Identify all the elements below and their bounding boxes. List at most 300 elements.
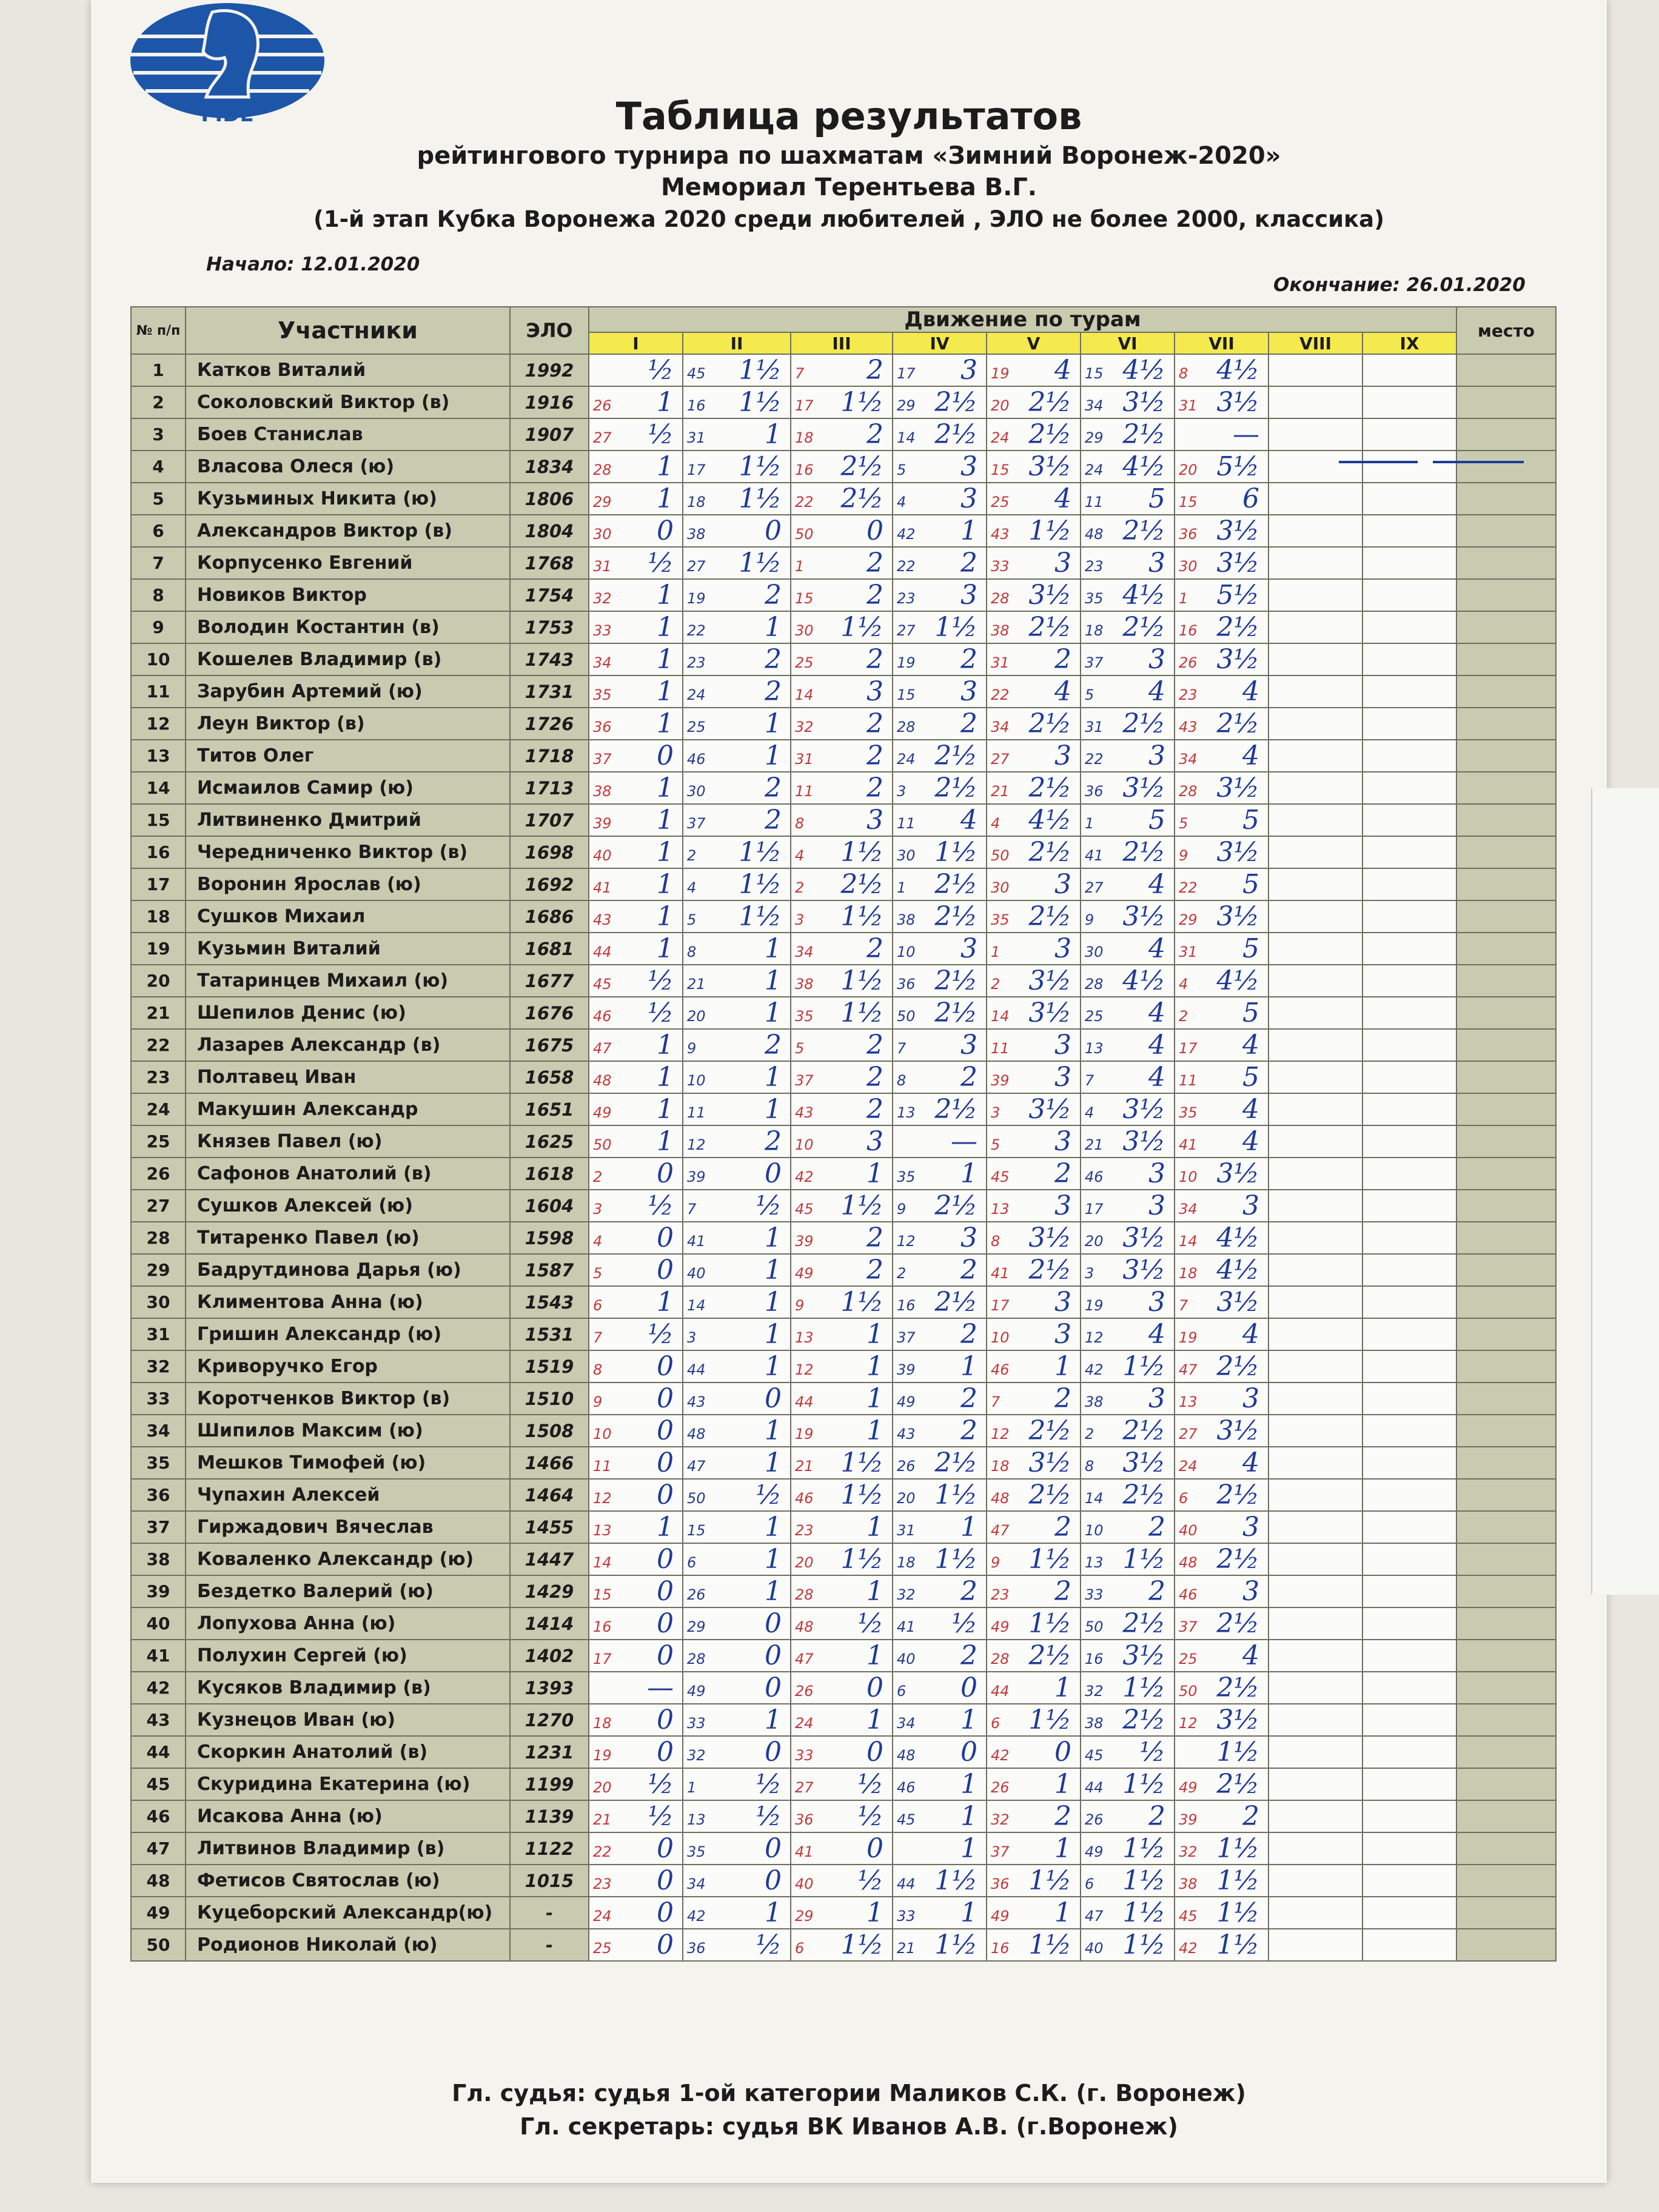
- table-row: [131, 1897, 1556, 1929]
- player-elo: 1726: [510, 708, 589, 740]
- cumulative-score: 2½: [934, 773, 977, 803]
- cumulative-score: 0: [866, 1672, 883, 1703]
- player-number: 38: [131, 1543, 186, 1575]
- cumulative-score: 1: [657, 869, 674, 900]
- opponent-number: 32: [593, 590, 612, 607]
- cumulative-score: 5: [1242, 997, 1259, 1028]
- round-result-cell: [683, 868, 791, 900]
- opponent-number: 48: [991, 1490, 1010, 1507]
- player-elo: 1393: [510, 1672, 589, 1704]
- round-result-cell: [1362, 483, 1456, 515]
- player-name: Князев Павел (ю): [186, 1125, 510, 1158]
- round-result-cell: [589, 933, 683, 965]
- cumulative-score: 4: [1242, 676, 1259, 707]
- cumulative-score: 2½: [934, 869, 977, 900]
- opponent-number: 4: [1179, 976, 1188, 993]
- round-result-cell: [791, 708, 893, 740]
- round-result-cell: [1362, 1897, 1456, 1929]
- cumulative-score: 0: [765, 1383, 782, 1414]
- cumulative-score: 2: [866, 355, 883, 386]
- round-result-cell: [987, 900, 1081, 933]
- player-number: 23: [131, 1061, 186, 1093]
- opponent-number: 17: [1085, 1201, 1104, 1218]
- player-number: 43: [131, 1704, 186, 1736]
- cumulative-score: 1½: [840, 965, 883, 996]
- table-row: [131, 1382, 1556, 1415]
- player-number: 29: [131, 1254, 186, 1286]
- cumulative-score: 2½: [1216, 1544, 1259, 1575]
- cumulative-score: 4½: [1122, 451, 1165, 482]
- opponent-number: 29: [1179, 911, 1198, 928]
- round-result-cell: [1081, 1479, 1175, 1511]
- round-result-cell: [1175, 836, 1269, 868]
- opponent-number: 46: [593, 1008, 612, 1025]
- player-elo: 1414: [510, 1607, 589, 1640]
- cumulative-score: 4½: [1216, 355, 1259, 386]
- opponent-number: 36: [795, 1811, 814, 1828]
- opponent-number: 2: [1085, 1426, 1094, 1443]
- table-row: [131, 1447, 1556, 1479]
- opponent-number: 40: [687, 1265, 706, 1282]
- place-cell: [1456, 1093, 1556, 1125]
- round-result-cell: [1081, 1832, 1175, 1865]
- round-result-cell: [987, 836, 1081, 868]
- round-result-cell: [893, 965, 987, 997]
- opponent-number: 13: [593, 1522, 612, 1539]
- round-result-cell: [683, 1575, 791, 1607]
- round-result-cell: [1175, 386, 1269, 418]
- cumulative-score: 0: [657, 1833, 674, 1864]
- opponent-number: 44: [991, 1683, 1010, 1700]
- place-cell: [1456, 1800, 1556, 1832]
- round-result-cell: [987, 1190, 1081, 1222]
- cumulative-score: 2: [1054, 1801, 1071, 1832]
- round-result-cell: [1269, 1415, 1362, 1447]
- cumulative-score: 0: [765, 1608, 782, 1639]
- cumulative-score: 1½: [1028, 1608, 1071, 1639]
- opponent-number: 4: [795, 847, 805, 864]
- round-result-cell: [1175, 1865, 1269, 1897]
- round-result-cell: [1269, 1222, 1362, 1254]
- round-result-cell: [1175, 1800, 1269, 1832]
- opponent-number: 5: [897, 461, 907, 478]
- cumulative-score: 1½: [1122, 1929, 1165, 1960]
- opponent-number: 26: [1179, 654, 1198, 671]
- round-result-cell: [1081, 708, 1175, 740]
- cumulative-score: 2½: [934, 965, 977, 996]
- cumulative-score: 2½: [934, 419, 977, 450]
- opponent-number: 49: [687, 1683, 706, 1700]
- round-result-cell: [1362, 1254, 1456, 1286]
- place-cell: [1456, 900, 1556, 933]
- player-name: Кошелев Владимир (в): [186, 643, 510, 675]
- round-result-cell: [791, 1768, 893, 1800]
- round-result-cell: [683, 1029, 791, 1061]
- opponent-number: 46: [1179, 1586, 1198, 1603]
- cumulative-score: 1: [657, 901, 674, 932]
- cumulative-score: 1: [765, 1576, 782, 1607]
- round-result-cell: [893, 547, 987, 579]
- opponent-number: 24: [593, 1908, 612, 1925]
- opponent-number: 37: [991, 1843, 1010, 1860]
- round-result-cell: [1362, 1350, 1456, 1382]
- opponent-number: 2: [1179, 1008, 1188, 1025]
- player-number: 1: [131, 354, 186, 386]
- cumulative-score: 1½: [739, 387, 782, 418]
- player-elo: 1707: [510, 804, 589, 836]
- cumulative-score: 2: [866, 708, 883, 739]
- cumulative-score: 4: [1148, 1062, 1165, 1093]
- cumulative-score: 1: [960, 1769, 977, 1800]
- opponent-number: 3: [1085, 1265, 1094, 1282]
- cumulative-score: 2: [1148, 1801, 1165, 1832]
- cumulative-score: 5: [1242, 1062, 1259, 1093]
- player-name: Литвинов Владимир (в): [186, 1832, 510, 1865]
- cumulative-score: 1: [765, 1094, 782, 1125]
- player-number: 28: [131, 1222, 186, 1254]
- player-elo: 1676: [510, 997, 589, 1029]
- player-elo: 1916: [510, 386, 589, 418]
- round-result-cell: [1175, 1350, 1269, 1382]
- cumulative-score: 3: [1148, 1287, 1165, 1318]
- cumulative-score: 1½: [1028, 515, 1071, 546]
- round-result-cell: [589, 740, 683, 772]
- round-result-cell: [1081, 675, 1175, 708]
- opponent-number: 19: [897, 654, 916, 671]
- player-name: Воронин Ярослав (ю): [186, 868, 510, 900]
- round-result-cell: [1081, 836, 1175, 868]
- round-result-cell: [683, 1736, 791, 1768]
- cumulative-score: 1½: [739, 837, 782, 868]
- cumulative-score: 2: [1054, 644, 1071, 675]
- cumulative-score: 1: [765, 997, 782, 1028]
- table-row: [131, 579, 1556, 611]
- opponent-number: 36: [991, 1875, 1010, 1892]
- round-result-cell: [683, 1254, 791, 1286]
- opponent-number: 45: [593, 976, 612, 993]
- round-result-cell: [589, 1865, 683, 1897]
- round-result-cell: [987, 386, 1081, 418]
- opponent-number: 45: [991, 1168, 1010, 1185]
- round-result-cell: [1081, 1511, 1175, 1543]
- opponent-number: 42: [795, 1168, 814, 1185]
- round-result-cell: [987, 1382, 1081, 1415]
- cumulative-score: 3: [1242, 1190, 1259, 1221]
- cumulative-score: 1: [866, 1383, 883, 1414]
- round-result-cell: [589, 643, 683, 675]
- round-result-cell: [683, 1318, 791, 1350]
- end-date: Окончание: 26.01.2020: [1273, 274, 1526, 296]
- cumulative-score: 2: [866, 1255, 883, 1285]
- cumulative-score: 3½: [1122, 1640, 1165, 1671]
- player-name: Шипилов Максим (ю): [186, 1415, 510, 1447]
- round-result-cell: [893, 1125, 987, 1158]
- opponent-number: 32: [991, 1811, 1010, 1828]
- round-result-cell: [1362, 1222, 1456, 1254]
- cumulative-score: 4: [1148, 869, 1165, 900]
- round-result-cell: [1081, 1222, 1175, 1254]
- round-result-cell: [987, 1704, 1081, 1736]
- round-result-cell: [1269, 1672, 1362, 1704]
- table-row: [131, 1768, 1556, 1800]
- round-result-cell: [1362, 1832, 1456, 1865]
- round-result-cell: [1362, 1640, 1456, 1672]
- cumulative-score: 2: [960, 1415, 977, 1446]
- cumulative-score: 2½: [934, 740, 977, 771]
- player-number: 47: [131, 1832, 186, 1865]
- player-name: Сафонов Анатолий (в): [186, 1158, 510, 1190]
- round-header: VII: [1175, 332, 1269, 354]
- cumulative-score: ½: [648, 419, 674, 450]
- round-result-cell: [893, 1736, 987, 1768]
- round-result-cell: [987, 1158, 1081, 1190]
- opponent-number: 20: [795, 1554, 814, 1571]
- cumulative-score: 2: [866, 933, 883, 964]
- withdrawn-dash: [1433, 461, 1524, 463]
- opponent-number: 48: [897, 1747, 916, 1764]
- opponent-number: 32: [687, 1747, 706, 1764]
- round-result-cell: [893, 1704, 987, 1736]
- opponent-number: 43: [687, 1393, 706, 1410]
- footer-judge: Гл. судья: судья 1-ой категории Маликов С.К. (г. Воронеж): [452, 2080, 1246, 2106]
- place-cell: [1456, 708, 1556, 740]
- opponent-number: 30: [687, 783, 706, 800]
- opponent-number: 35: [1179, 1104, 1198, 1121]
- cumulative-score: 0: [866, 1737, 883, 1768]
- opponent-number: 1: [795, 558, 805, 575]
- cumulative-score: 3: [1242, 1512, 1259, 1543]
- cumulative-score: 1: [866, 1512, 883, 1543]
- player-number: 25: [131, 1125, 186, 1158]
- opponent-number: 14: [991, 1008, 1010, 1025]
- opponent-number: 31: [1179, 397, 1198, 414]
- player-name: Зарубин Артемий (ю): [186, 675, 510, 708]
- cumulative-score: 0: [657, 1929, 674, 1960]
- cumulative-score: 4: [1054, 676, 1071, 707]
- cumulative-score: 2½: [840, 483, 883, 514]
- round-result-cell: [1175, 1125, 1269, 1158]
- opponent-number: 45: [1179, 1908, 1198, 1925]
- cumulative-score: 2½: [934, 901, 977, 932]
- cumulative-score: 2: [1148, 1512, 1165, 1543]
- opponent-number: 21: [897, 1940, 916, 1957]
- fide-logo-text: FIDE: [201, 102, 254, 127]
- round-result-cell: [1362, 1736, 1456, 1768]
- round-result-cell: [1175, 997, 1269, 1029]
- cumulative-score: 1½: [840, 1544, 883, 1575]
- round-result-cell: [987, 354, 1081, 386]
- place-cell: [1456, 1640, 1556, 1672]
- opponent-number: 13: [687, 1811, 706, 1828]
- round-result-cell: [1175, 1447, 1269, 1479]
- round-result-cell: [1081, 1607, 1175, 1640]
- round-result-cell: [791, 900, 893, 933]
- opponent-number: 37: [795, 1072, 814, 1089]
- round-result-cell: [893, 1158, 987, 1190]
- round-result-cell: [1175, 1093, 1269, 1125]
- cumulative-score: 1½: [1216, 1929, 1259, 1960]
- round-result-cell: [1269, 772, 1362, 804]
- opponent-number: 2: [795, 879, 805, 896]
- opponent-number: 26: [991, 1779, 1010, 1796]
- opponent-number: 14: [593, 1554, 612, 1571]
- round-result-cell: [589, 1672, 683, 1704]
- opponent-number: 8: [1085, 1458, 1094, 1475]
- opponent-number: 49: [795, 1265, 814, 1282]
- round-result-cell: [987, 740, 1081, 772]
- results-table: [130, 306, 1557, 1962]
- cumulative-score: 4½: [1216, 965, 1259, 996]
- opponent-number: 47: [795, 1651, 814, 1667]
- player-name: Мешков Тимофей (ю): [186, 1447, 510, 1479]
- cumulative-score: 0: [960, 1737, 977, 1768]
- opponent-number: 28: [897, 719, 916, 736]
- opponent-number: 7: [1085, 1072, 1094, 1089]
- page-title: Таблица результатов: [615, 94, 1082, 138]
- cumulative-score: 3: [1148, 644, 1165, 675]
- cumulative-score: 1½: [1216, 1897, 1259, 1928]
- opponent-number: 11: [897, 815, 916, 832]
- cumulative-score: 1: [657, 1062, 674, 1093]
- player-name: Родионов Николай (ю): [186, 1929, 510, 1961]
- round-result-cell: [1175, 483, 1269, 515]
- round-result-cell: [683, 933, 791, 965]
- opponent-number: 18: [795, 429, 814, 446]
- round-result-cell: [683, 1511, 791, 1543]
- opponent-number: 10: [897, 943, 916, 960]
- col-header-elo: ЭЛО: [510, 307, 589, 354]
- round-result-cell: [1081, 868, 1175, 900]
- cumulative-score: 3½: [1122, 1255, 1165, 1285]
- cumulative-score: 1: [1054, 1833, 1071, 1864]
- opponent-number: 45: [897, 1811, 916, 1828]
- opponent-number: 24: [687, 686, 706, 703]
- cumulative-score: 2½: [934, 1190, 977, 1221]
- cumulative-score: 1½: [739, 483, 782, 514]
- cumulative-score: 1½: [840, 387, 883, 418]
- round-result-cell: [589, 1093, 683, 1125]
- cumulative-score: ½: [756, 1769, 782, 1800]
- cumulative-score: ½: [857, 1865, 883, 1896]
- round-result-cell: [893, 1447, 987, 1479]
- cumulative-score: 1: [960, 1351, 977, 1382]
- opponent-number: 12: [897, 1233, 916, 1250]
- cumulative-score: 1: [866, 1158, 883, 1189]
- table-row: [131, 1736, 1556, 1768]
- round-result-cell: [1362, 1158, 1456, 1190]
- opponent-number: 34: [897, 1715, 916, 1732]
- player-number: 33: [131, 1382, 186, 1415]
- cumulative-score: 1: [960, 1704, 977, 1735]
- place-cell: [1456, 772, 1556, 804]
- round-result-cell: [893, 483, 987, 515]
- round-result-cell: [987, 1029, 1081, 1061]
- round-result-cell: [987, 1865, 1081, 1897]
- player-elo: 1464: [510, 1479, 589, 1511]
- cumulative-score: 1: [765, 1287, 782, 1318]
- opponent-number: 8: [687, 943, 697, 960]
- cumulative-score: 1: [765, 933, 782, 964]
- place-cell: [1456, 1415, 1556, 1447]
- cumulative-score: 2½: [1216, 1480, 1259, 1510]
- round-result-cell: [1362, 611, 1456, 643]
- cumulative-score: 4½: [1122, 355, 1165, 386]
- round-result-cell: [1269, 418, 1362, 451]
- cumulative-score: 0: [765, 1640, 782, 1671]
- round-result-cell: [987, 1736, 1081, 1768]
- cumulative-score: 0: [657, 1415, 674, 1446]
- round-result-cell: [893, 836, 987, 868]
- round-result-cell: [791, 1511, 893, 1543]
- cumulative-score: 1½: [934, 1480, 977, 1510]
- cumulative-score: 2: [866, 1094, 883, 1125]
- player-name: Кусяков Владимир (в): [186, 1672, 510, 1704]
- cumulative-score: 4: [1242, 1126, 1259, 1157]
- round-result-cell: [1081, 1800, 1175, 1832]
- round-result-cell: [987, 579, 1081, 611]
- round-result-cell: [589, 675, 683, 708]
- round-result-cell: [1175, 1415, 1269, 1447]
- round-result-cell: [1081, 1672, 1175, 1704]
- cumulative-score: 2½: [1122, 1704, 1165, 1735]
- round-result-cell: [1362, 1768, 1456, 1800]
- place-cell: [1456, 933, 1556, 965]
- opponent-number: 4: [991, 815, 1000, 832]
- round-result-cell: [1081, 1929, 1175, 1961]
- cumulative-score: 1½: [739, 901, 782, 932]
- cumulative-score: 1½: [1028, 1704, 1071, 1735]
- player-number: 18: [131, 900, 186, 933]
- cumulative-score: 3½: [1028, 997, 1071, 1028]
- round-result-cell: [893, 1029, 987, 1061]
- cumulative-score: 1½: [1122, 1865, 1165, 1896]
- round-result-cell: [987, 1318, 1081, 1350]
- round-result-cell: [1362, 1318, 1456, 1350]
- opponent-number: 14: [687, 1297, 706, 1314]
- opponent-number: 42: [687, 1908, 706, 1925]
- round-result-cell: [683, 1190, 791, 1222]
- opponent-number: 17: [1179, 1040, 1198, 1057]
- table-row: [131, 1607, 1556, 1640]
- player-elo: 1804: [510, 515, 589, 547]
- opponent-number: 44: [593, 943, 612, 960]
- player-number: 26: [131, 1158, 186, 1190]
- table-row: [131, 933, 1556, 965]
- round-result-cell: [893, 1768, 987, 1800]
- round-result-cell: [1081, 1447, 1175, 1479]
- table-row: [131, 1318, 1556, 1350]
- opponent-number: 38: [1179, 1875, 1198, 1892]
- round-result-cell: [791, 1575, 893, 1607]
- cumulative-score: 2½: [840, 451, 883, 482]
- cumulative-score: 4½: [1028, 805, 1071, 836]
- cumulative-score: 1: [765, 1255, 782, 1285]
- round-result-cell: [1362, 772, 1456, 804]
- player-number: 20: [131, 965, 186, 997]
- round-result-cell: [683, 740, 791, 772]
- round-result-cell: [1175, 515, 1269, 547]
- cumulative-score: 2: [866, 548, 883, 578]
- cumulative-score: 1: [765, 1222, 782, 1253]
- round-result-cell: [791, 611, 893, 643]
- round-result-cell: [987, 1350, 1081, 1382]
- cumulative-score: 1½: [840, 1480, 883, 1510]
- cumulative-score: 0: [657, 1351, 674, 1382]
- round-result-cell: [1362, 1093, 1456, 1125]
- round-result-cell: [1362, 1511, 1456, 1543]
- opponent-number: 42: [1179, 1940, 1198, 1957]
- place-cell: [1456, 1029, 1556, 1061]
